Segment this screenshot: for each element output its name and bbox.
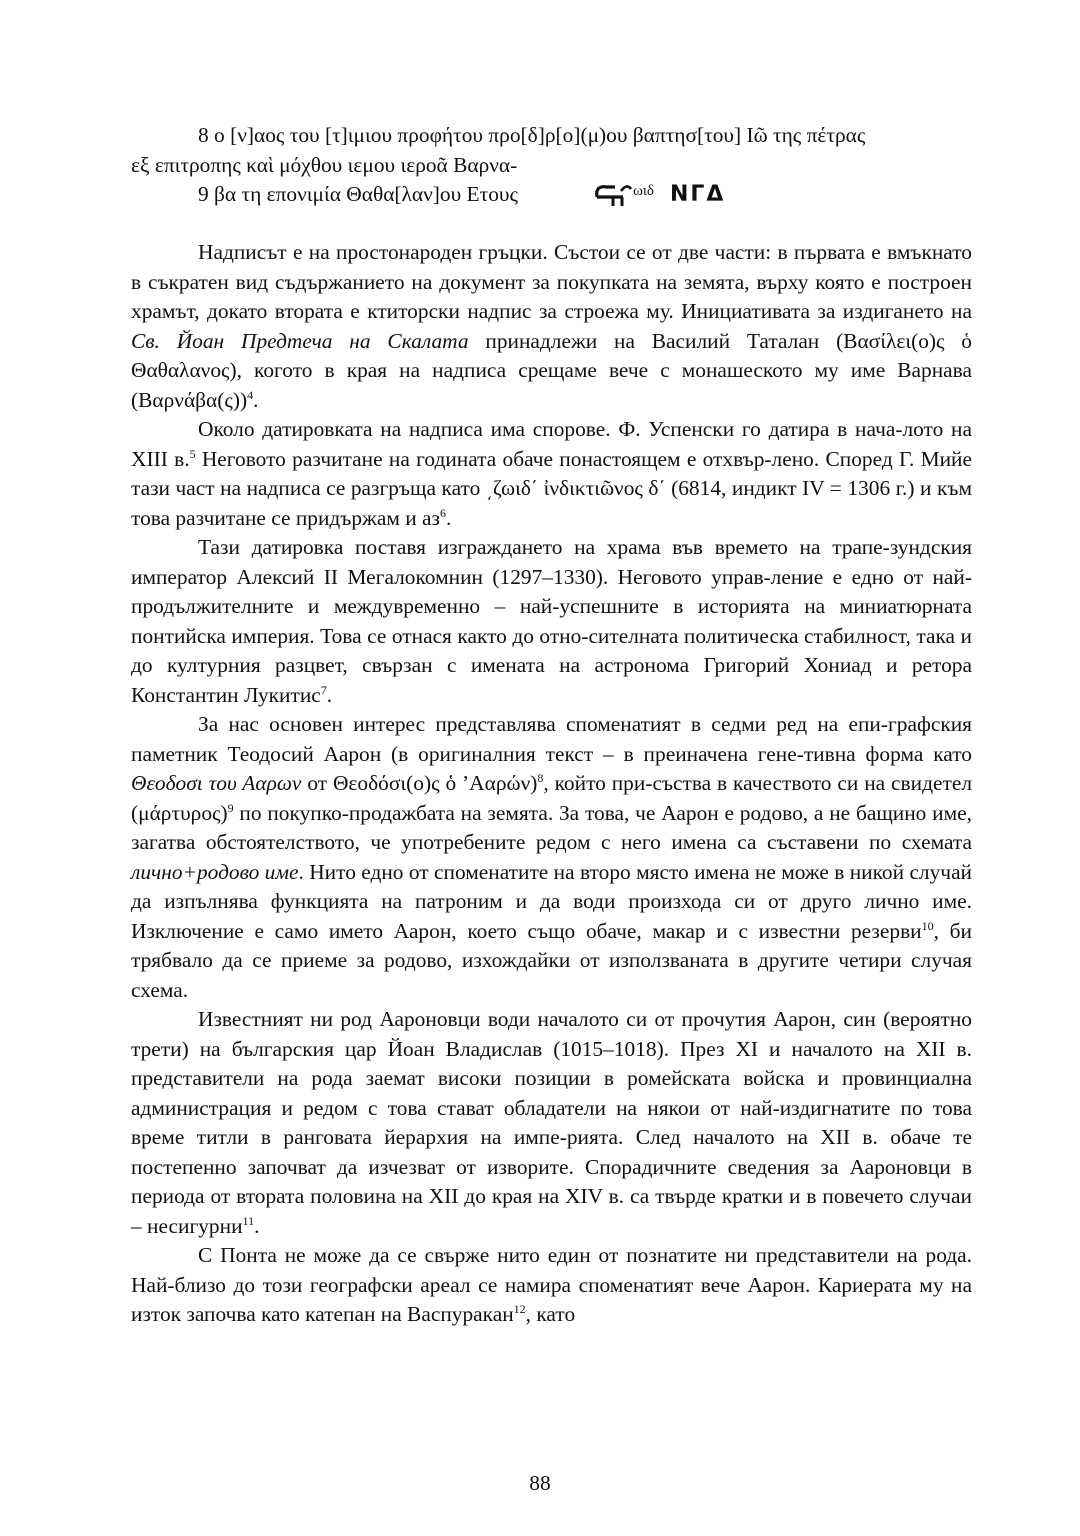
footnote-ref: 4 [247, 387, 254, 402]
footnote-ref: 6 [439, 505, 446, 520]
text-run: Тази датировка поставя изграждането на храма във времето на трапе-зундския император Алексий II Мегалокомнин (1297–1330). Неговото управ-ление е едно от най-продължителните и междувременно – най-успешните в историята на миниатюрната понтийска империя. Това се отнася както до отно-сителната политическа стабилност, така и до културния разцвет, свързан с имената на астронома Григорий Хониад и ретора Константин Лукитис [131, 535, 972, 707]
text-run: Неговото разчитане на годината обаче понастоящем е отхвър-лено. Според Г. Мийе тази част на надписа се разгръща като ͵ζωιδ΄ ἰνδικτιῶνος δ΄ (6814, индикт IV = 1306 г.) и към това разчитане се придържам и аз [131, 446, 972, 530]
inscription-block [131, 121, 972, 216]
footnote-ref: 10 [921, 918, 934, 933]
inscription-line-8a: 8 ο [ν]αος του [τ]ιμιου προφήτου προ[δ]ρ[ο](μ)ου βαπτησ[του] Ιῶ της πέτρας [198, 123, 866, 147]
text-run: от Θεοδόσι(ο)ς ὁ ’Ααρών) [301, 771, 538, 795]
paragraph-3 [131, 533, 972, 710]
text-run: , който при-съства в качеството си на свидетел (μάρτυρος) [131, 771, 972, 825]
text-run: . Нито едно от споменатите на второ място имена не може в никой случай да изпълнява функцията на патроним и да води произхода си от друго лично име. Изключение е само името Аарон, което също обаче, макар и с известни резерви [131, 859, 973, 943]
text-run: , би трябвало да се приеме за родово, изхождайки от използваната в другите четири случая схема. [131, 918, 973, 1002]
footnote-ref: 11 [242, 1213, 255, 1228]
inscription-line-9-sig: ΝΓΔ [669, 182, 726, 207]
paragraph-4 [131, 710, 972, 1005]
ligature-symbol-icon [526, 181, 633, 216]
inscription-line-9-small: ωιδ [632, 183, 654, 199]
paragraph-5 [131, 1005, 972, 1241]
text-run: . [326, 682, 333, 707]
text-run: Надписът е на простонароден гръцки. Състои се от две части: в първата е вмъкнато в съкратен вид съдържанието на документ за покупката на земята, върху която е построен храмът, докато втората е ктиторски надпис за строежа му. Инициативата за издигането на [131, 240, 972, 323]
footnote-ref: 5 [189, 446, 196, 461]
text-run: . [254, 1213, 260, 1238]
italic-text: лично+родово име [131, 859, 299, 884]
text-run: . [445, 505, 452, 530]
text-run: принадлежи на Василий Таталан (Βασίλει(ο)ς ὁ Θαθαλανος), когото в края на надписа срещаме вече с монашеското му име Варнава (Βαρνάβα(ς)) [131, 328, 973, 412]
body-text [131, 238, 972, 1330]
text-run: Известният ни род Аароновци води началото си от прочутия Аарон, син (вероятно трети) на българския цар Йоан Владислав (1015–1018). През XI и началото на XII в. представители на рода заемат високи позиции в ромейската войска и провинциална администрация и редом с това стават обладатели на някои от най-издигнатите по това време титли в ранговата йерархия на импе-рията. След началото на XII в. обаче те постепенно започват да изчезват от изворите. Спорадичните сведения за Аароновци в периода от втората половина на XII до края на XIV в. са твърде кратки и в повечето случаи – несигурни [131, 1007, 972, 1238]
italic-text: Θεοδοσι του Ααρων [131, 771, 302, 795]
footnote-ref: 8 [537, 771, 544, 785]
text-run: Около датировката на надписа има спорове. Ф. Успенски го датира в нача-лото на XIII в. [131, 417, 972, 471]
text-run: по покупко-продажбата на земята. За това, че Аарон е родово, а не бащино име, загатва обстоятелството, че употребените редом с него имена са съставени по схемата [131, 800, 972, 854]
footnote-ref: 9 [227, 800, 234, 815]
footnote-ref: 12 [513, 1302, 526, 1316]
paragraph-1 [131, 238, 972, 415]
text-run: За нас основен интерес представлява споменатият в седми ред на епи-графския паметник Теодосий Аарон (в оригиналния текст – в преиначена гене-тивна форма като [131, 712, 972, 766]
inscription-line-9 [131, 180, 972, 216]
text-run: , като [525, 1302, 576, 1326]
italic-text: Св. Йоан Предтеча на Скалата [131, 328, 469, 353]
inscription-line-8b: εξ επιτροπης καὶ μόχθου ιεμου ιεροᾶ Βαρνα- [131, 152, 518, 177]
text-run: С Понта не може да се свърже нито един от познатите ни представители на рода. Най-близо до този географски ареал се намира споменатият вече Аарон. Кариерата му на изток започва като катепан на Васпуракан [131, 1243, 972, 1326]
text-run: . [253, 387, 259, 412]
paragraph-6 [131, 1241, 972, 1330]
page-number: 88 [529, 1471, 551, 1495]
footnote-ref: 7 [320, 682, 327, 697]
inscription-line-9-text: 9 βα τη επονιμία Θαθα[λαν]ου Ετους [198, 182, 518, 206]
paragraph-2 [131, 415, 972, 533]
